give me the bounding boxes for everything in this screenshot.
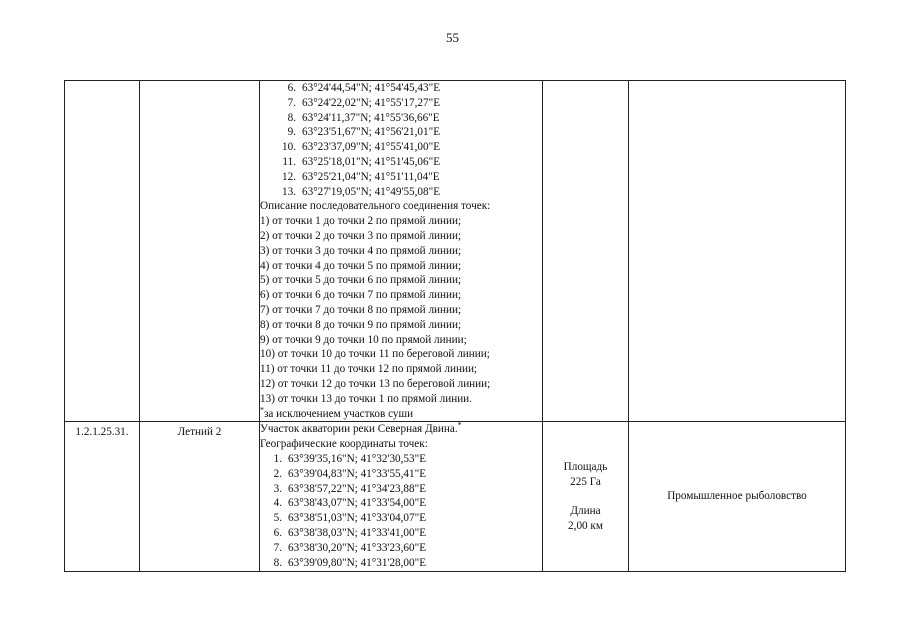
coordinate-item: 7. 63°24'22,02"N; 41°55'17,27"E	[287, 96, 441, 109]
page-number: 55	[446, 30, 459, 45]
coordinates-list	[260, 452, 542, 570]
coordinates-heading: Географические координаты точек:	[260, 438, 428, 451]
connection-line: 10) от точки 10 до точки 11 по береговой линии;	[260, 348, 490, 361]
coordinate-item: 1. 63°39'35,16"N; 41°32'30,53"E	[273, 452, 427, 465]
coordinate-item: 5. 63°38'51,03"N; 41°33'04,07"E	[273, 512, 427, 525]
description-cell	[260, 81, 543, 422]
table-row	[65, 422, 846, 572]
area-label: Площадь	[563, 461, 608, 474]
parameters-cell	[543, 422, 629, 572]
footnote	[260, 404, 542, 422]
connection-line: 4) от точки 4 до точки 5 по прямой линии;	[260, 259, 462, 272]
usage-type-cell: Промышленное рыболовство	[629, 422, 846, 572]
table-row	[65, 81, 846, 422]
connection-line: 13) от точки 13 до точки 1 по прямой линии.	[260, 392, 472, 405]
length-label: Длина	[570, 504, 601, 517]
area-name-cell	[140, 81, 260, 422]
area-title: Участок акватории реки Северная Двина.*	[260, 420, 462, 436]
coordinate-item: 10. 63°23'37,09"N; 41°55'41,00"E	[282, 141, 441, 154]
connection-line: 3) от точки 3 до точки 4 по прямой линии;	[260, 244, 462, 257]
coordinate-item: 13. 63°27'19,05"N; 41°49'55,08"E	[282, 185, 441, 198]
coordinate-item: 8. 63°24'11,37"N; 41°55'36,66"E	[287, 111, 440, 124]
coordinate-item: 3. 63°38'57,22"N; 41°34'23,88"E	[273, 482, 427, 495]
connection-description-heading: Описание последовательного соединения точек:	[260, 200, 491, 213]
area-name-cell: Летний 2	[140, 422, 260, 572]
coordinate-item: 6. 63°24'44,54"N; 41°54'45,43"E	[287, 82, 441, 94]
footnote-mark: *	[260, 404, 264, 414]
coordinate-item: 6. 63°38'38,03"N; 41°33'41,00"E	[273, 526, 427, 539]
coordinate-item: 8. 63°39'09,80"N; 41°31'28,00"E	[273, 556, 427, 569]
row-number-cell	[65, 81, 140, 422]
fishing-areas-table	[64, 80, 846, 572]
connection-line: 9) от точки 9 до точки 10 по прямой линии;	[260, 333, 467, 346]
length-value: 2,00 км	[568, 519, 603, 532]
description-cell	[260, 422, 543, 572]
footnote-text: за исключением участков суши	[264, 407, 414, 420]
footnote-mark: *	[457, 420, 462, 430]
connection-line: 8) от точки 8 до точки 9 по прямой линии;	[260, 318, 462, 331]
connection-line: 6) от точки 6 до точки 7 по прямой линии;	[260, 289, 462, 302]
connection-line: 11) от точки 11 до точки 12 по прямой линии;	[260, 363, 478, 376]
connection-line: 7) от точки 7 до точки 8 по прямой линии;	[260, 303, 462, 316]
connection-line: 5) от точки 5 до точки 6 по прямой линии;	[260, 274, 462, 287]
coordinate-item: 11. 63°25'18,01"N; 41°51'45,06"E	[282, 155, 441, 168]
coordinate-item: 12. 63°25'21,04"N; 41°51'11,04"E	[282, 170, 440, 183]
coordinate-item: 9. 63°23'51,67"N; 41°56'21,01"E	[287, 126, 441, 139]
coordinates-list	[260, 81, 542, 199]
coordinate-item: 2. 63°39'04,83"N; 41°33'55,41"E	[273, 467, 427, 480]
parameters-cell	[543, 81, 629, 422]
connection-line: 2) от точки 2 до точки 3 по прямой линии;	[260, 229, 462, 242]
coordinate-item: 4. 63°38'43,07"N; 41°33'54,00"E	[273, 497, 427, 510]
coordinate-item: 7. 63°38'30,20"N; 41°33'23,60"E	[273, 541, 427, 554]
row-number-cell: 1.2.1.25.31.	[65, 422, 140, 572]
connection-line: 1) от точки 1 до точки 2 по прямой линии;	[260, 215, 462, 228]
usage-type-cell	[629, 81, 846, 422]
area-value: 225 Га	[570, 476, 601, 489]
connection-line: 12) от точки 12 до точки 13 по береговой линии;	[260, 377, 491, 390]
